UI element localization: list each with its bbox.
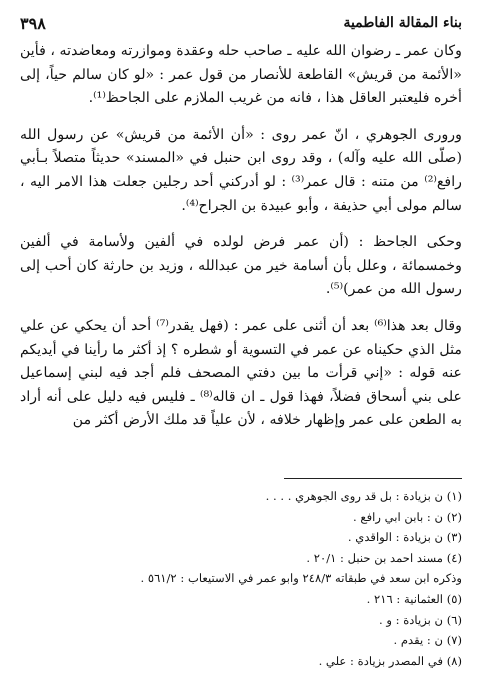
main-text bbox=[20, 40, 462, 446]
paragraph: وكان عمر ـ رضوان الله عليه ـ صاحب حله وعقدة وموازرته ومعاضدته ، فأين «الأئمة من قريش» القاطعة للأنصار من قول عمر : «لو كان سالم حياً، إلى أخره فليعتبر العاقل هذا ، فانه من غريب الملازم على الجاحظ⁽¹⁾. bbox=[20, 43, 462, 107]
footnote: (٧) ن : يقدم . bbox=[393, 633, 462, 648]
paragraph: ورورى الجوهري ، انّ عمر روى : «أن الأئمة من قريش» عن رسول الله (صلّى الله عليه وآله) ، وقد روى ابن حنبل في «المسند» حديثاً متصلاً بـأبي رافع⁽²⁾ من متنه : قال عمر⁽³⁾ : لو أدركني أحد رجلين جعلت هذا الامر اليه ، سالم مولى أبي حذيفة ، وأبو عبيدة بن الجراح⁽⁴⁾. bbox=[20, 126, 462, 214]
paragraph: وحكى الجاحظ : (أن عمر فرض لولده في ألفين ولأسامة في ألفين وخمسمائة ، وعلل بأن أسامة خير من عبدالله ، وزيد بن حارثة كان أحب إلى رسول الله من عمر)⁽⁵⁾. bbox=[20, 234, 462, 298]
footnote: (١) ن بزيادة : بل قد روى الجوهري . . . . bbox=[265, 489, 462, 503]
footnote-divider bbox=[284, 478, 462, 479]
page-header bbox=[20, 12, 462, 34]
footnote: (٤) مسند احمد بن حنبل : ٢٠/١ . bbox=[306, 550, 462, 565]
footnote: (٣) ن بزيادة : الواقدي . bbox=[347, 530, 462, 545]
page-number: ٣٩٨ bbox=[20, 13, 46, 33]
footnotes bbox=[20, 486, 462, 671]
footnote: (٢) ن : بابن ابي رافع . bbox=[353, 509, 462, 524]
footnote: (٥) العثمانية : ٢١٦ . bbox=[366, 591, 462, 606]
paragraph: وقال بعد هذا⁽⁶⁾ بعد أن أثنى على عمر : (فهل يقدر⁽⁷⁾ أحد أن يحكي عن علي مثل الذي حكيناه عن عمر في التسوية أو شطره ؟ إذ أكثر ما رأينا في أيديكم عنه قوله : «إني قرأت ما بين دفتي المصحف فلم أجد فيه لبني إسماعيل على بني أسحاق فضلاً، فهذا قول ـ ان قاله⁽⁸⁾ ـ فليس فيه دليل على أنه أراد به الطعن على عمر وإظهار خلافه ، لأن علياً قد ملك الأرض أكثر من bbox=[20, 317, 463, 429]
running-title: بناء المقالة الفاطمية bbox=[343, 15, 462, 31]
footnote: وذكره ابن سعد في طبقاته ٢٤٨/٣ وابو عمر في الاستيعاب : ٥٦١/٢ . bbox=[140, 571, 462, 586]
footnote: (٨) في المصدر بزيادة : علي . bbox=[318, 653, 462, 668]
footnote: (٦) ن بزيادة : و . bbox=[378, 612, 462, 627]
